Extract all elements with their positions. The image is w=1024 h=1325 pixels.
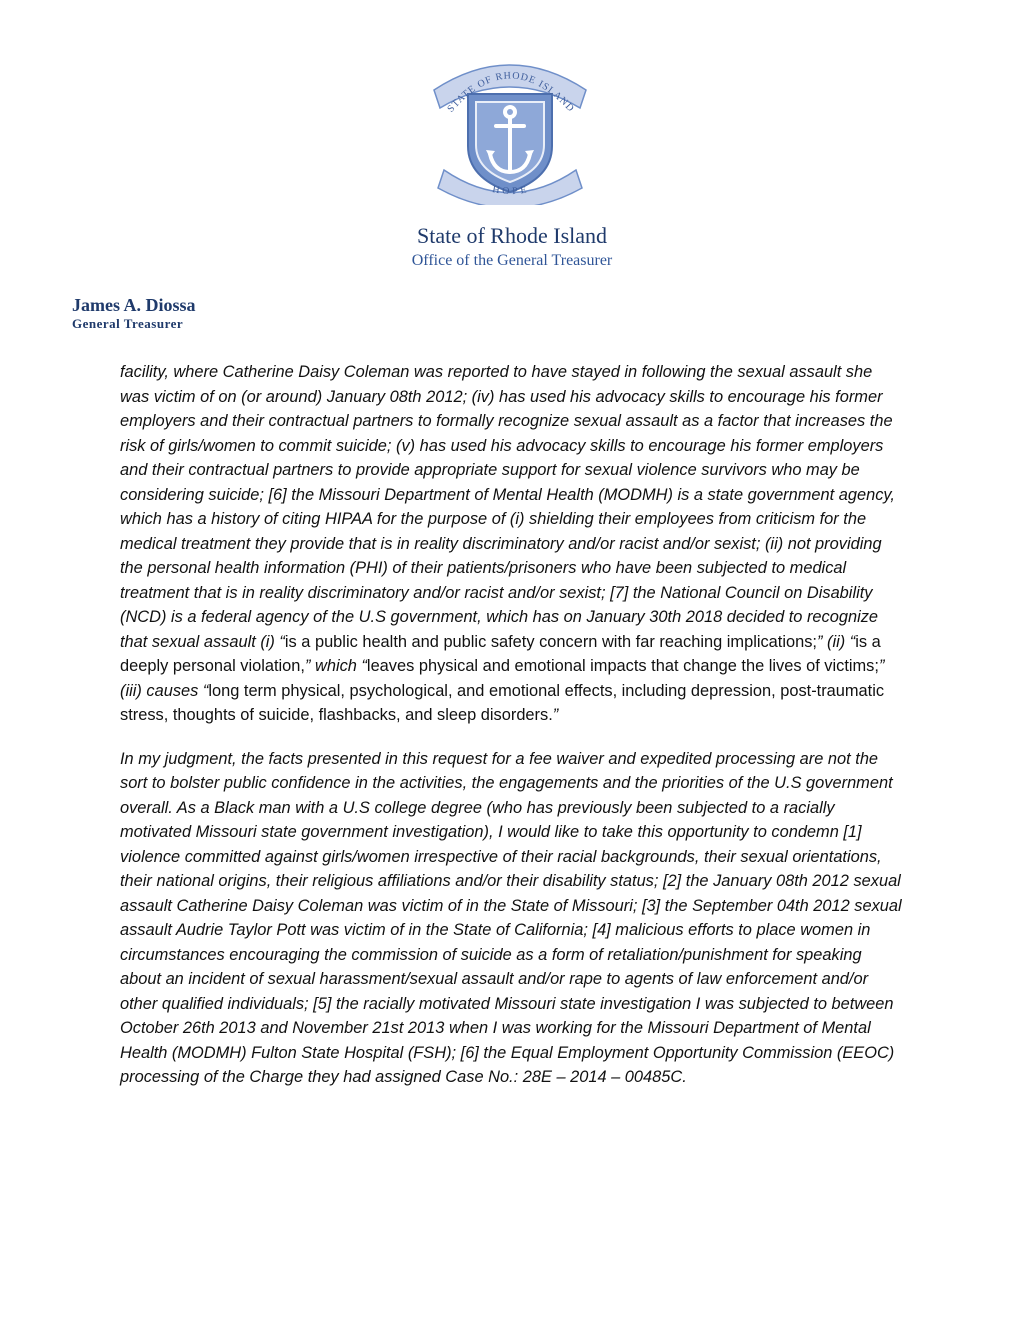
state-title: State of Rhode Island [416, 223, 608, 248]
text-run: ” (iii) causes “ [120, 657, 885, 700]
letterhead [0, 222, 1024, 272]
paragraph-2: In my judgment, the facts presented in this request for a fee waiver and expedited processing are not the sort to bolster public confidence in the activities, the engagements and the priorities of the U.S government overall. As a Black man with a U.S college degree (who has previously been subjected to a racially motivated Missouri state government investigation), I would like to take this opportunity to condemn [1] violence committed against girls/women irrespective of their racial backgrounds, their sexual orientations, their national origins, their religious affiliations and/or their disability status; [2] the January 08th 2012 sexual assault Catherine Daisy Coleman was victim of in the State of Missouri; [3] the September 04th 2012 sexual assault Audrie Taylor Pott was victim of in the State of California; [4] malicious efforts to place women in circumstances encouraging the commission of suicide as a form of retaliation/punishment for speaking about an incident of sexual harassment/sexual assault and/or rape to agents of law enforcement and/or other qualified individuals; [5] the racially motivated Missouri state investigation I was subjected to between October 26th 2013 and November 21st 2013 when I was working for the Missouri Department of Mental Health (MODMH) Fulton State Hospital (FSH); [6] the Equal Employment Opportunity Commission (EEOC) processing of the Charge they had assigned Case No.: 28E – 2014 – 00485C. [120, 749, 902, 1086]
quote-run: is a public health and public safety concern with far reaching implications; [284, 632, 817, 651]
text-run: ” (ii) “ [816, 632, 856, 651]
treasurer-block [72, 294, 196, 332]
text-run: ” [552, 706, 559, 724]
office-name: Office of the General Treasurer [411, 252, 613, 269]
svg-text:HOPE: HOPE [491, 183, 531, 198]
quote-run: long term physical, psychological, and emotional effects, including depression, post-traumatic stress, thoughts of suicide, flashbacks, and sleep disorders. [120, 681, 885, 724]
rhode-island-seal-icon [430, 50, 590, 205]
text-run: ” which “ [304, 657, 367, 675]
paragraph-1 [120, 360, 905, 728]
state-seal [430, 50, 590, 205]
quote-run: is a deeply personal violation, [120, 632, 881, 675]
letter-body [120, 360, 905, 1109]
svg-text:STATE OF RHODE ISLAND: STATE OF RHODE ISLAND [445, 70, 577, 115]
quote-run: leaves physical and emotional impacts that change the lives of victims; [366, 657, 879, 675]
treasurer-title: General Treasurer [72, 316, 184, 331]
text-run: facility, where Catherine Daisy Coleman was reported to have stayed in following the sexual assault she was victim of on (or around) January 08th 2012; (iv) has used his advocacy skills to encourage his former employers and their contractual partners to formally recognize sexual assault as a factor that increases the risk of girls/women to commit suicide; (v) has used his advocacy skills to encourage his former employers and their contractual partners to provide appropriate support for sexual violence survivors who may be considering suicide; [6] the Missouri Department of Mental Health (MODMH) is a state government agency, which has a history of citing HIPAA for the purpose of (i) shielding their employees from criticism for the medical treatment they provide that is in reality discriminatory and/or racist and/or sexist; (ii) not providing the personal health information (PHI) of their patients/prisoners who have been subjected to medical treatment that is in reality discriminatory and/or racist and/or sexist; [7] the National Council on Disability (NCD) is a federal agency of the U.S government, which has on January 30th 2018 decided to recognize that sexual assault (i) “ [120, 363, 895, 651]
treasurer-name: James A. Diossa [72, 295, 196, 315]
